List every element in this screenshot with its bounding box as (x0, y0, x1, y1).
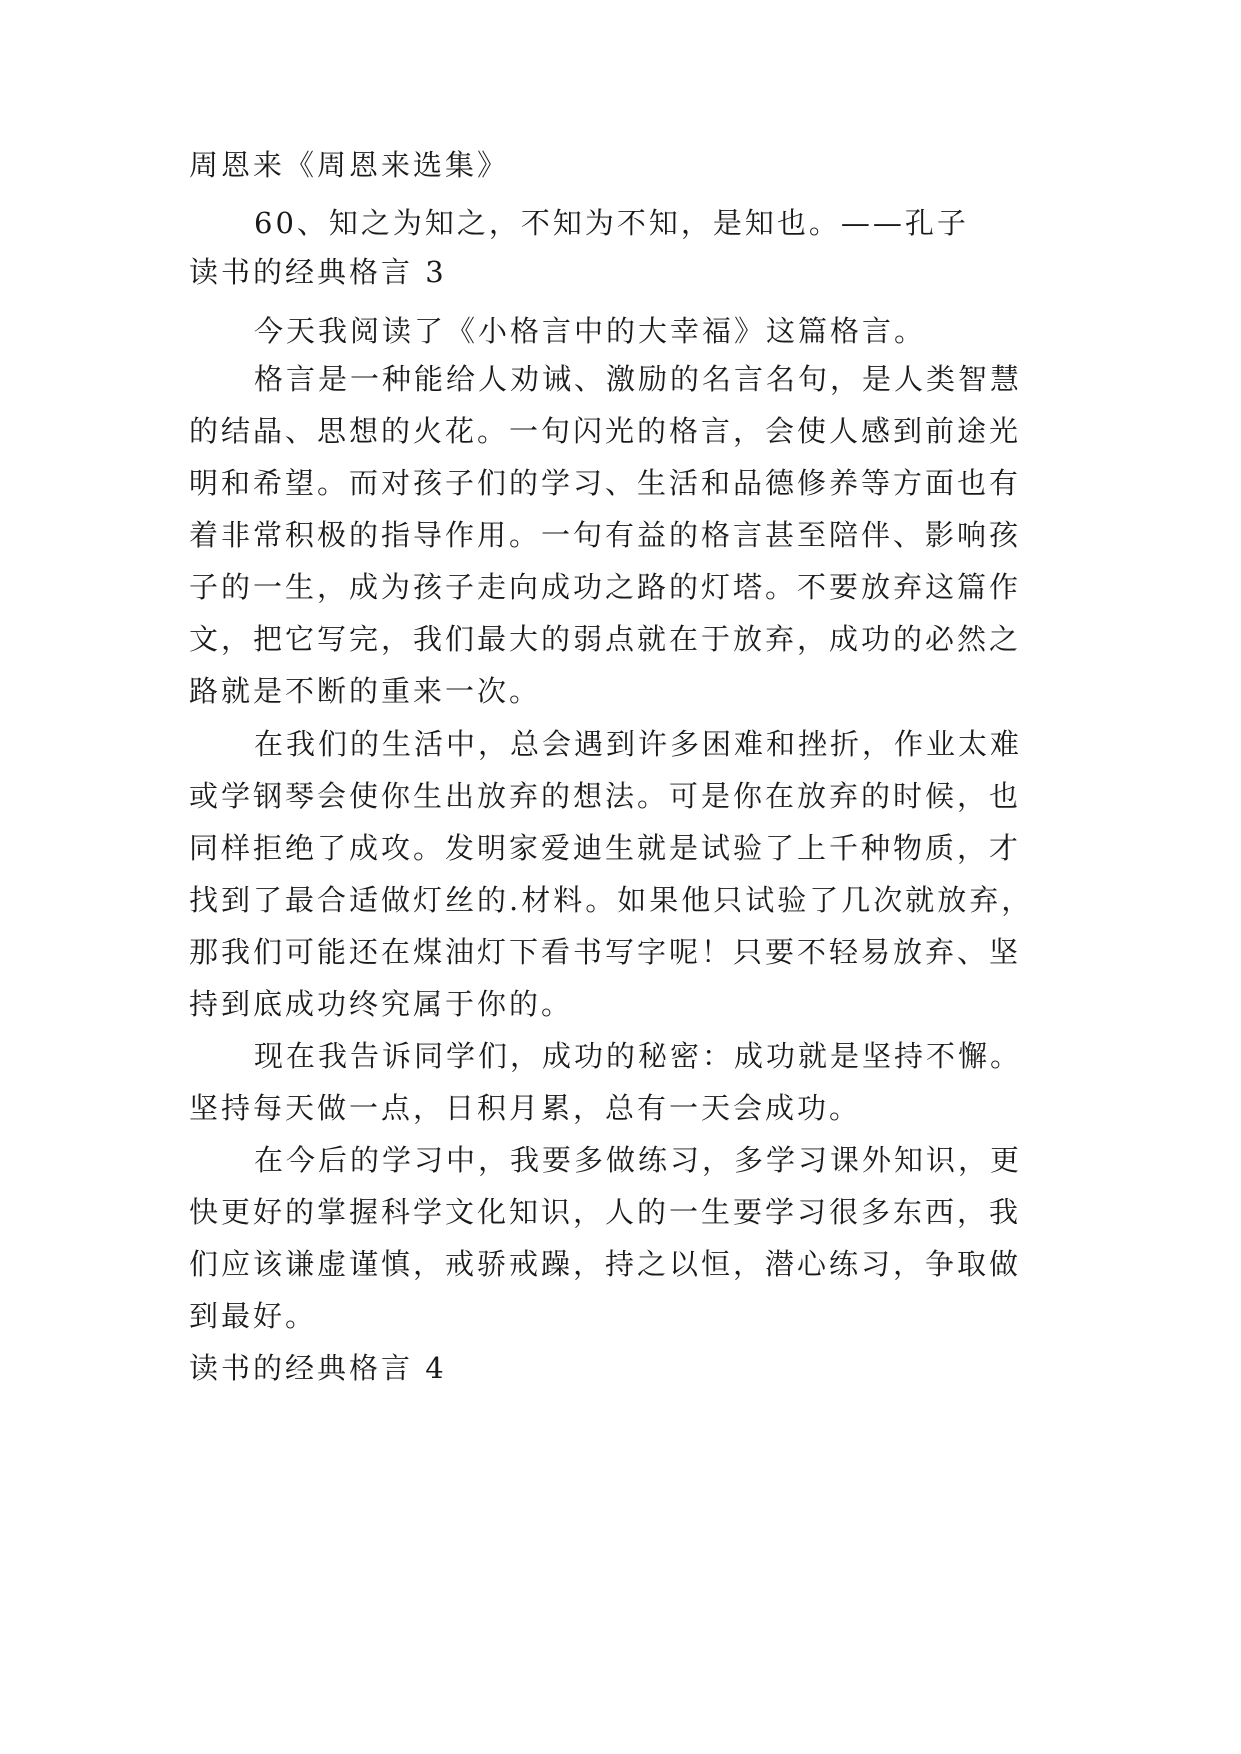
paragraph-line: 找到了最合适做灯丝的.材料。如果他只试验了几次就放弃， (189, 883, 1034, 917)
paragraph-line: 现在我告诉同学们，成功的秘密：成功就是坚持不懈。 (254, 1039, 1023, 1073)
paragraph-line: 持到底成功终究属于你的。 (189, 987, 574, 1021)
paragraph-line: 那我们可能还在煤油灯下看书写字呢！只要不轻易放弃、坚 (189, 935, 1022, 969)
paragraph-line: 明和希望。而对孩子们的学习、生活和品德修养等方面也有 (189, 466, 1022, 500)
paragraph-line: 文，把它写完，我们最大的弱点就在于放弃，成功的必然之 (189, 622, 1022, 656)
paragraph-line: 同样拒绝了成攻。发明家爱迪生就是试验了上千种物质，才 (189, 831, 1022, 865)
text-line-source: 周恩来《周恩来选集》 (189, 148, 510, 182)
paragraph-line: 到最好。 (189, 1299, 318, 1333)
paragraph-line: 子的一生，成为孩子走向成功之路的灯塔。不要放弃这篇作 (189, 570, 1022, 604)
paragraph-line: 在我们的生活中，总会遇到许多困难和挫折，作业太难 (254, 727, 1023, 761)
section-heading-3: 读书的经典格言 3 (189, 255, 447, 289)
paragraph-line: 们应该谦虚谨慎，戒骄戒躁，持之以恒，潜心练习，争取做 (189, 1247, 1022, 1281)
paragraph-line: 今天我阅读了《小格言中的大幸福》这篇格言。 (254, 314, 927, 348)
paragraph-line: 坚持每天做一点，日积月累，总有一天会成功。 (189, 1091, 862, 1125)
paragraph-line: 在今后的学习中，我要多做练习，多学习课外知识，更 (254, 1143, 1023, 1177)
paragraph-line: 或学钢琴会使你生出放弃的想法。可是你在放弃的时候，也 (189, 779, 1022, 813)
paragraph-line: 的结晶、思想的火花。一句闪光的格言，会使人感到前途光 (189, 414, 1022, 448)
section-heading-4: 读书的经典格言 4 (189, 1351, 447, 1385)
paragraph-line: 路就是不断的重来一次。 (189, 674, 542, 708)
text-line-quote-60: 60、知之为知之，不知为不知，是知也。——孔子 (254, 206, 969, 240)
paragraph-line: 着非常积极的指导作用。一句有益的格言甚至陪伴、影响孩 (189, 518, 1022, 552)
paragraph-line: 格言是一种能给人劝诫、激励的名言名句，是人类智慧 (254, 362, 1023, 396)
paragraph-line: 快更好的掌握科学文化知识，人的一生要学习很多东西，我 (189, 1195, 1022, 1229)
